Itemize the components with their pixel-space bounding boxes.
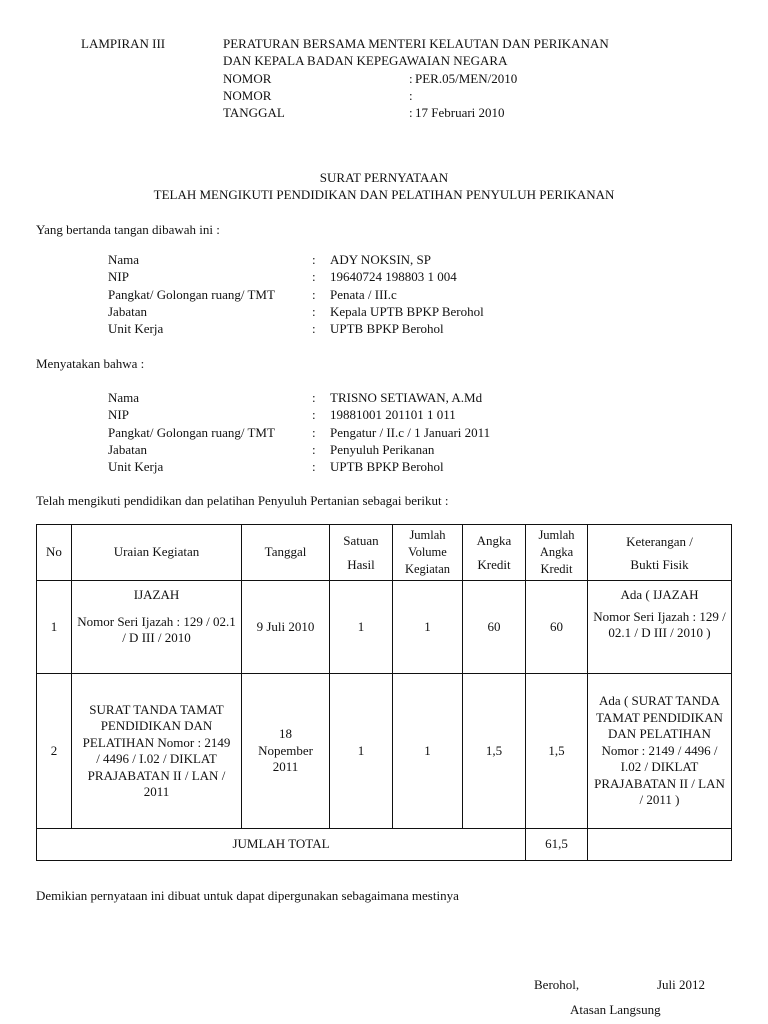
row1-keterangan-title: Ada ( IJAZAH: [620, 587, 699, 602]
total-keterangan: [588, 829, 732, 861]
header-key-nomor: NOMOR: [223, 71, 272, 86]
header-satuan-line1: Satuan: [343, 533, 379, 548]
header-value-tanggal: 17 Februari 2010: [415, 105, 505, 120]
row1-jumlah: 60: [526, 581, 588, 674]
header-angka-line2: Kredit: [477, 557, 511, 572]
subject-colon: :: [312, 442, 316, 457]
row1-keterangan-detail: Nomor Seri Ijazah : 129 / 02.1 / D III / 2010 ): [593, 608, 726, 640]
activity-table: [36, 524, 732, 861]
subject-colon: :: [312, 407, 316, 422]
subject-label-nip: NIP: [108, 407, 129, 422]
signer-colon: :: [312, 269, 316, 284]
signer-colon: :: [312, 304, 316, 319]
header-satuan: [330, 525, 393, 581]
row1-keterangan: [588, 581, 732, 674]
row1-uraian: [72, 581, 242, 674]
header-volume-line2: Volume: [408, 545, 447, 559]
row1-no: 1: [37, 581, 72, 674]
row2-angka: 1,5: [463, 674, 526, 829]
subject-value-jabatan: Penyuluh Perikanan: [330, 442, 435, 457]
signature-place: Berohol,: [534, 977, 580, 992]
header-colon: :: [409, 88, 413, 103]
row2-volume: 1: [393, 674, 463, 829]
row1-uraian-title: IJAZAH: [133, 587, 180, 602]
signature-role: Atasan Langsung: [570, 1002, 661, 1017]
row1-tanggal: 9 Juli 2010: [242, 581, 330, 674]
table-intro-text: Telah mengikuti pendidikan dan pelatihan Penyuluh Pertanian sebagai berikut :: [36, 493, 449, 508]
header-colon: :: [409, 71, 413, 86]
header-key-tanggal: TANGGAL: [223, 105, 285, 120]
subject-value-unit: UPTB BPKP Berohol: [330, 459, 444, 474]
row2-jumlah: 1,5: [526, 674, 588, 829]
regulation-title-line2: DAN KEPALA BADAN KEPEGAWAIAN NEGARA: [223, 53, 508, 68]
regulation-title-line1: PERATURAN BERSAMA MENTERI KELAUTAN DAN PERIKANAN: [223, 36, 609, 51]
declaration-text: Menyatakan bahwa :: [36, 356, 145, 371]
header-keterangan: [588, 525, 732, 581]
header-key-nomor-2: NOMOR: [223, 88, 272, 103]
subject-colon: :: [312, 390, 316, 405]
signer-value-nama: ADY NOKSIN, SP: [330, 252, 432, 267]
signer-colon: :: [312, 252, 316, 267]
header-jumlah-line1: Jumlah: [538, 528, 575, 542]
lampiran-label: LAMPIRAN III: [81, 36, 166, 51]
header-jumlah-angka: [526, 525, 588, 581]
total-label: JUMLAH TOTAL: [37, 829, 526, 861]
header-uraian: Uraian Kegiatan: [72, 525, 242, 581]
signer-value-nip: 19640724 198803 1 004: [330, 269, 457, 284]
table-header-row: [37, 525, 732, 581]
subject-label-jabatan: Jabatan: [108, 442, 147, 457]
signer-label-nip: NIP: [108, 269, 129, 284]
document-subtitle: TELAH MENGIKUTI PENDIDIKAN DAN PELATIHAN PENYULUH PERIKANAN: [153, 187, 615, 202]
header-volume-line1: Jumlah: [409, 528, 446, 542]
signer-label-pangkat: Pangkat/ Golongan ruang/ TMT: [108, 287, 275, 302]
header-satuan-line2: Hasil: [347, 557, 375, 572]
signer-label-unit: Unit Kerja: [108, 321, 164, 336]
table-total-row: [37, 829, 732, 861]
subject-value-nama: TRISNO SETIAWAN, A.Md: [330, 390, 483, 405]
header-no: No: [37, 525, 72, 581]
row1-angka: 60: [463, 581, 526, 674]
row2-satuan: 1: [330, 674, 393, 829]
document-title: SURAT PERNYATAAN: [319, 170, 449, 185]
row1-satuan: 1: [330, 581, 393, 674]
header-angka-line1: Angka: [476, 533, 512, 548]
row2-keterangan: Ada ( SURAT TANDA TAMAT PENDIDIKAN DAN PELATIHAN Nomor : 2149 / 4496 / I.02 / DIKLAT PRAJABATAN II / LAN / 2011 ): [588, 674, 732, 829]
subject-colon: :: [312, 459, 316, 474]
table-row: [37, 674, 732, 829]
row1-volume: 1: [393, 581, 463, 674]
row2-tanggal: 18 Nopember 2011: [242, 674, 330, 829]
header-colon: :: [409, 105, 413, 120]
signer-colon: :: [312, 287, 316, 302]
header-tanggal: Tanggal: [242, 525, 330, 581]
signer-value-pangkat: Penata / III.c: [330, 287, 397, 302]
row2-uraian: SURAT TANDA TAMAT PENDIDIKAN DAN PELATIHAN Nomor : 2149 / 4496 / I.02 / DIKLAT PRAJABATAN II / LAN / 2011: [72, 674, 242, 829]
subject-label-nama: Nama: [108, 390, 140, 405]
header-keterangan-line2: Bukti Fisik: [630, 556, 689, 572]
header-volume-line3: Kegiatan: [404, 562, 451, 576]
table-row: [37, 581, 732, 674]
subject-label-unit: Unit Kerja: [108, 459, 164, 474]
subject-label-pangkat: Pangkat/ Golongan ruang/ TMT: [108, 425, 275, 440]
signer-colon: :: [312, 321, 316, 336]
closing-text: Demikian pernyataan ini dibuat untuk dapat dipergunakan sebagaimana mestinya: [36, 888, 459, 903]
header-angka: [463, 525, 526, 581]
signer-label-jabatan: Jabatan: [108, 304, 147, 319]
header-value-nomor: PER.05/MEN/2010: [415, 71, 518, 86]
row1-uraian-detail: Nomor Seri Ijazah : 129 / 02.1 / D III / 2010: [77, 613, 236, 645]
intro-text: Yang bertanda tangan dibawah ini :: [36, 222, 220, 237]
subject-value-pangkat: Pengatur / II.c / 1 Januari 2011: [330, 425, 491, 440]
total-value: 61,5: [526, 829, 588, 861]
signer-value-unit: UPTB BPKP Berohol: [330, 321, 444, 336]
row2-no: 2: [37, 674, 72, 829]
signature-date: Juli 2012: [657, 977, 706, 992]
signer-label-nama: Nama: [108, 252, 140, 267]
header-keterangan-line1: Keterangan /: [626, 533, 693, 549]
header-jumlah-line3: Kredit: [540, 562, 573, 576]
signer-value-jabatan: Kepala UPTB BPKP Berohol: [330, 304, 484, 319]
subject-value-nip: 19881001 201101 1 011: [330, 407, 456, 422]
header-volume: [393, 525, 463, 581]
subject-colon: :: [312, 425, 316, 440]
header-jumlah-line2: Angka: [539, 545, 574, 559]
